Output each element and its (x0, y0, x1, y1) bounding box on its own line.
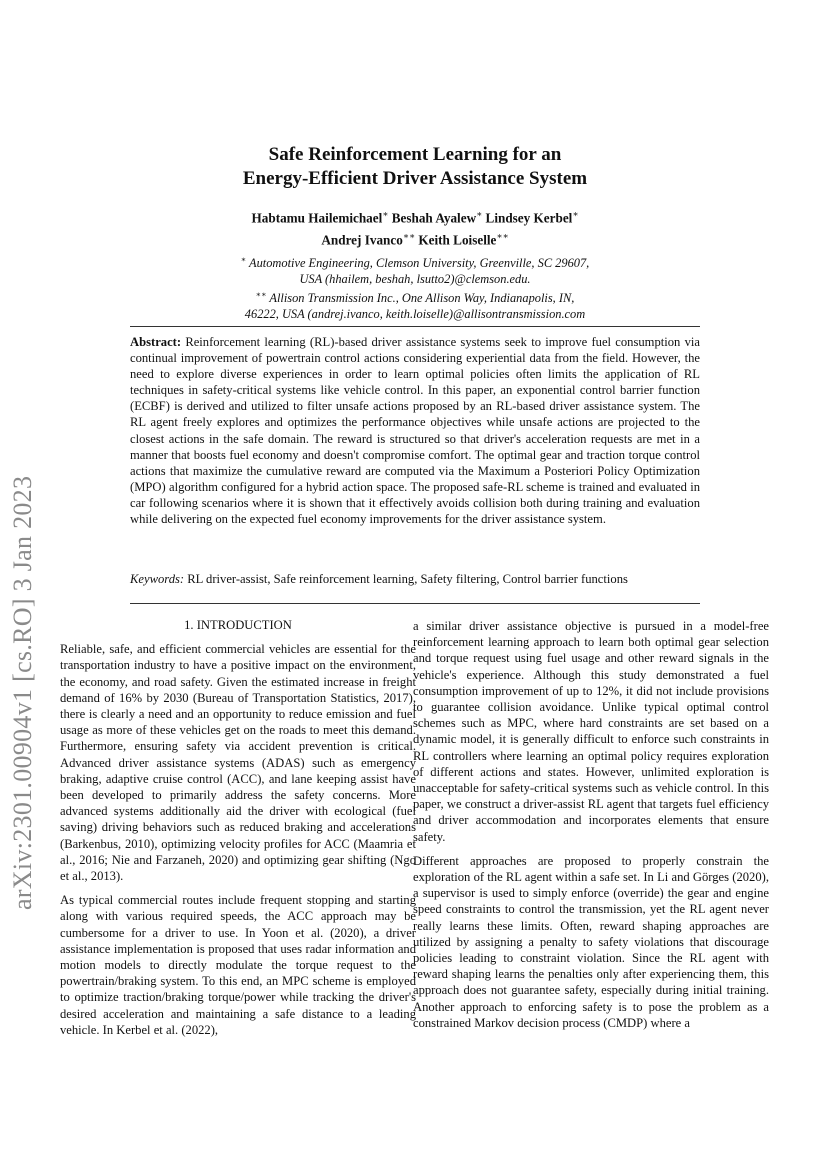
keywords (130, 571, 700, 587)
arxiv-identifier: arXiv:2301.00904v1 [cs.RO] 3 Jan 2023 (8, 475, 37, 910)
author-name: Keith Loiselle (418, 232, 497, 248)
section-heading: 1. INTRODUCTION (184, 618, 292, 632)
author-name: Andrej Ivanco (321, 232, 403, 248)
right-column (413, 618, 769, 1039)
abstract-text: Reinforcement learning (RL)-based driver assistance systems seek to improve fuel consumption via continual improvement of powertrain control actions considering experiential data from the field. However, the need to explore diverse experiences in order to learn optimal policies often limits the application of RL techniques in safety-critical systems like vehicle control. In this paper, an exponential control barrier function (ECBF) is derived and utilized to filter unsafe actions proposed by an RL-based driver assistance system. The RL agent freely explores and optimizes the performance objectives while unsafe actions are projected to the closest actions in the safe domain. The reward is structured so that driver's acceleration requests are met in a manner that boosts fuel economy and doesn't compromise comfort. The optimal gear and traction torque control actions that maximize the cumulative reward are computed via the Maximum a Posteriori Policy Optimization (MPO) algorithm configured for a hybrid action space. The proposed safe-RL scheme is trained and evaluated in car following scenarios where it is shown that it effectively avoids collision both during training and evaluation while delivering on the expected fuel economy improvements for the driver assistance system. (130, 335, 700, 527)
paragraph: Reliable, safe, and efficient commercial vehicles are essential for the transportation industry to have a positive impact on the environment, the economy, and road safety. Given the estimated increase in freight demand of 16% by 2030 (Bureau of Transportation Statistics, 2017), there is clearly a need and an opportunity to reduce emission and fuel usage as more of these vehicles get on the roads to meet this demand. Furthermore, ensuring safety via accident prevention is critical. Advanced driver assistance systems (ADAS) such as emergency braking, adaptive cruise control (ACC), and lane keeping assist have been developed to primarily address the safety concerns. More advanced systems additionally aid the driver with ecological (fuel saving) driving behaviors such as reduced braking and accelerations (Barkenbus, 2010), optimizing velocity profiles for ACC (Maamria et al., 2016; Nie and Farzaneh, 2020) and optimizing gear shifting (Ngo et al., 2013). (60, 642, 416, 884)
author-mark: ∗∗ (402, 231, 416, 242)
author-list (130, 205, 700, 250)
keywords-bottom-rule (130, 603, 700, 604)
paragraph: a similar driver assistance objective is pursued in a model-free reinforcement learning approach to learn both optimal gear selection and torque request using fuel usage and other reward signals in the vehicle's experience. Although this study demonstrated a fuel consumption improvement of up to 12%, it did not include provisions to guarantee collision avoidance. Unlike typical optimal control schemes such as MPC, where hard constraints are set based on a dynamic model, it is generally difficult to enforce such constraints in RL controllers where learning an optimal policy requires exploration of different actions and states. However, unlimited exploration is unacceptable for safety-critical systems such as vehicle control. In this paper, we construct a driver-assist RL agent that targets fuel efficiency and driver accommodation and incorporates elements that ensure safety. (413, 619, 769, 844)
author-mark: ∗ (382, 209, 389, 219)
abstract-top-rule (130, 326, 700, 327)
author-name: Habtamu Hailemichael (251, 210, 383, 226)
keywords-label: Keywords: (130, 572, 185, 586)
affiliation-line (140, 287, 690, 306)
affiliation-text: Allison Transmission Inc., One Allison Way, Indianapolis, IN, (269, 291, 575, 306)
paper-title (130, 143, 700, 191)
title-line-2: Energy-Efficient Driver Assistance System (242, 168, 588, 189)
author-name: Lindsey Kerbel (485, 210, 573, 226)
authors-line-2 (130, 227, 700, 249)
title-line-1: Safe Reinforcement Learning for an (268, 144, 562, 165)
affiliations (140, 252, 690, 322)
affiliation-mark: ∗ (240, 255, 247, 264)
authors-line-1 (130, 205, 700, 227)
author-mark: ∗ (476, 209, 483, 219)
author-name: Beshah Ayalew (391, 210, 477, 226)
affiliation-line: USA (hhailem, beshah, lsutto2)@clemson.edu. (299, 272, 531, 287)
affiliation-text: Automotive Engineering, Clemson University, Greenville, SC 29607, (249, 256, 590, 271)
paragraph: As typical commercial routes include frequent stopping and starting along with various required speeds, the ACC approach may be cumbersome for a driver to use. In Yoon et al. (2020), a driver assistance implementation is proposed that uses radar information and motion models to directly modulate the torque request to the powertrain/braking system. To this end, an MPC scheme is employed to optimize traction/braking torque/power while tracking the driver's desired acceleration and maintaining a safe distance to a leading vehicle. In Kerbel et al. (2022), (60, 893, 416, 1037)
keywords-text: RL driver-assist, Safe reinforcement learning, Safety filtering, Control barrier functions (187, 572, 628, 586)
abstract-label: Abstract: (130, 335, 182, 349)
paragraph: Different approaches are proposed to properly constrain the exploration of the RL agent within a safe set. In Li and Görges (2020), a supervisor is used to simply enforce (override) the gear and engine speed constraints to control the transmission, yet the RL agent never really learns these limits. Often, reward shaping approaches are utilized by assigning a penalty to safety violations that discourage policies leading to constraint violation. Since the RL agent with reward shaping learns the penalties only after experiencing them, this approach does not guarantee safety, especially during initial training. Another approach to enforcing safety is to pose the problem as a constrained Markov decision process (CMDP) where a (413, 853, 769, 1030)
author-mark: ∗∗ (496, 231, 509, 242)
abstract (130, 334, 700, 527)
affiliation-line: 46222, USA (andrej.ivanco, keith.loiselle)@allisontransmission.com (244, 307, 586, 322)
left-column (60, 617, 416, 1046)
author-mark: ∗ (572, 209, 579, 219)
affiliation-line (140, 252, 690, 271)
affiliation-mark: ∗∗ (255, 290, 267, 300)
